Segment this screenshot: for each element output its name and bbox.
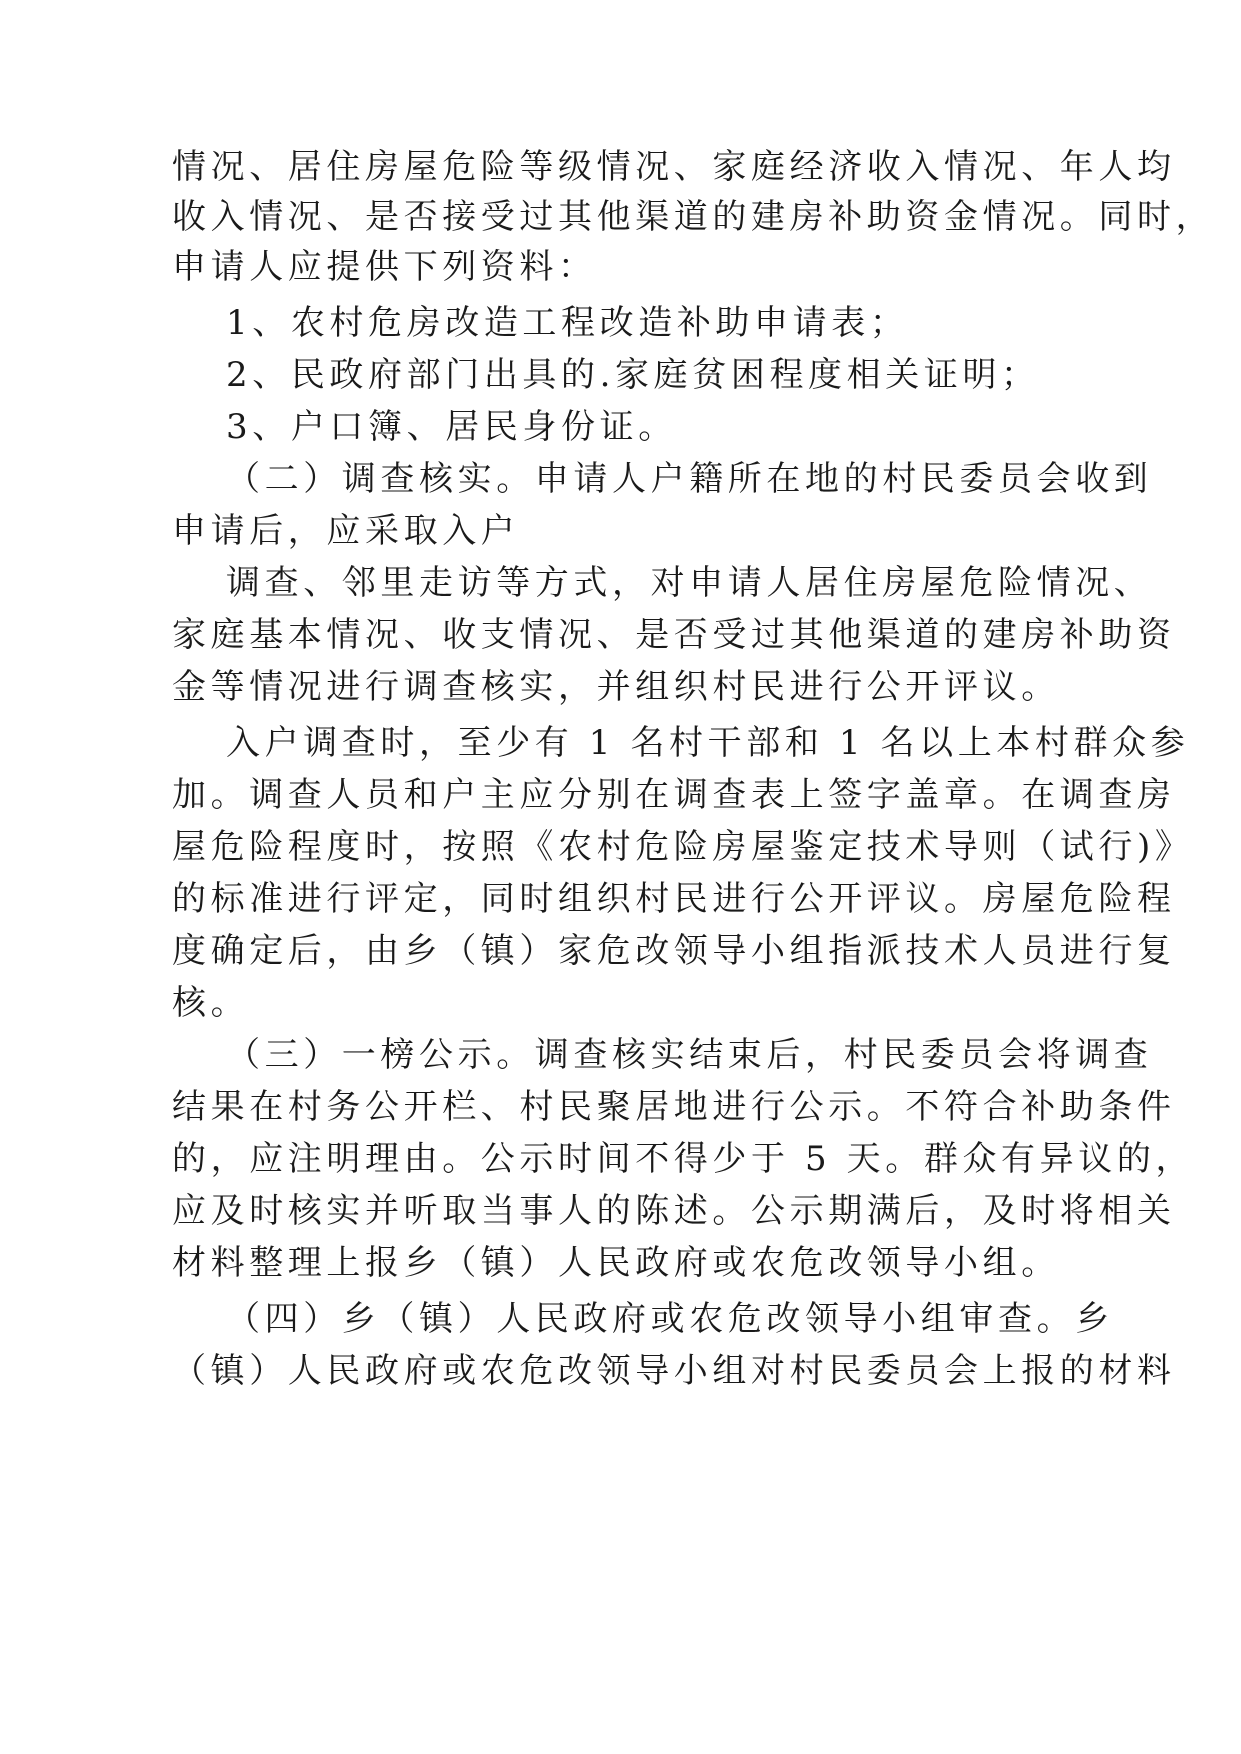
text-line: 情况、居住房屋危险等级情况、家庭经济收入情况、年人均 xyxy=(172,147,1176,187)
text-line: 金等情况进行调查核实，并组织村民进行公开评议。 xyxy=(172,667,1060,707)
section-heading-line: （二）调查核实。申请人户籍所在地的村民委员会收到 xyxy=(226,459,1153,499)
section-heading-line: （三）一榜公示。调查核实结束后，村民委员会将调查 xyxy=(226,1035,1153,1075)
list-item: 3、户口簿、居民身份证。 xyxy=(226,407,677,447)
list-item: 2、民政府部门出具的.家庭贫困程度相关证明； xyxy=(226,355,1040,395)
text-line: 加。调查人员和户主应分别在调查表上签字盖章。在调查房 xyxy=(172,775,1176,815)
text-line: 应及时核实并听取当事人的陈述。公示期满后，及时将相关 xyxy=(172,1191,1176,1231)
text-line: 结果在村务公开栏、村民聚居地进行公示。不符合补助条件 xyxy=(172,1087,1176,1127)
text-line: （镇）人民政府或农危改领导小组对村民委员会上报的材料 xyxy=(172,1351,1176,1391)
text-line: 屋危险程度时，按照《农村危险房屋鉴定技术导则（试行)》 xyxy=(172,827,1194,867)
text-line: 的标准进行评定，同时组织村民进行公开评议。房屋危险程 xyxy=(172,879,1176,919)
text-line: 入户调查时，至少有 1 名村干部和 1 名以上本村群众参 xyxy=(226,723,1190,763)
text-line: 度确定后，由乡（镇）家危改领导小组指派技术人员进行复 xyxy=(172,931,1176,971)
text-line: 核。 xyxy=(172,983,250,1023)
text-line: 申请后，应采取入户 xyxy=(172,511,520,551)
text-line: 家庭基本情况、收支情况、是否受过其他渠道的建房补助资 xyxy=(172,615,1176,655)
list-item: 1、农村危房改造工程改造补助申请表； xyxy=(226,303,909,343)
text-line: 材料整理上报乡（镇）人民政府或农危改领导小组。 xyxy=(172,1243,1060,1283)
section-heading-line: （四）乡（镇）人民政府或农危改领导小组审查。乡 xyxy=(226,1299,1114,1339)
text-line: 的，应注明理由。公示时间不得少于 5 天。群众有异议的， xyxy=(172,1139,1195,1179)
text-line: 收入情况、是否接受过其他渠道的建房补助资金情况。同时， xyxy=(172,197,1215,237)
text-line: 申请人应提供下列资料： xyxy=(172,247,597,287)
text-line: 调查、邻里走访等方式，对申请人居住房屋危险情况、 xyxy=(226,563,1153,603)
